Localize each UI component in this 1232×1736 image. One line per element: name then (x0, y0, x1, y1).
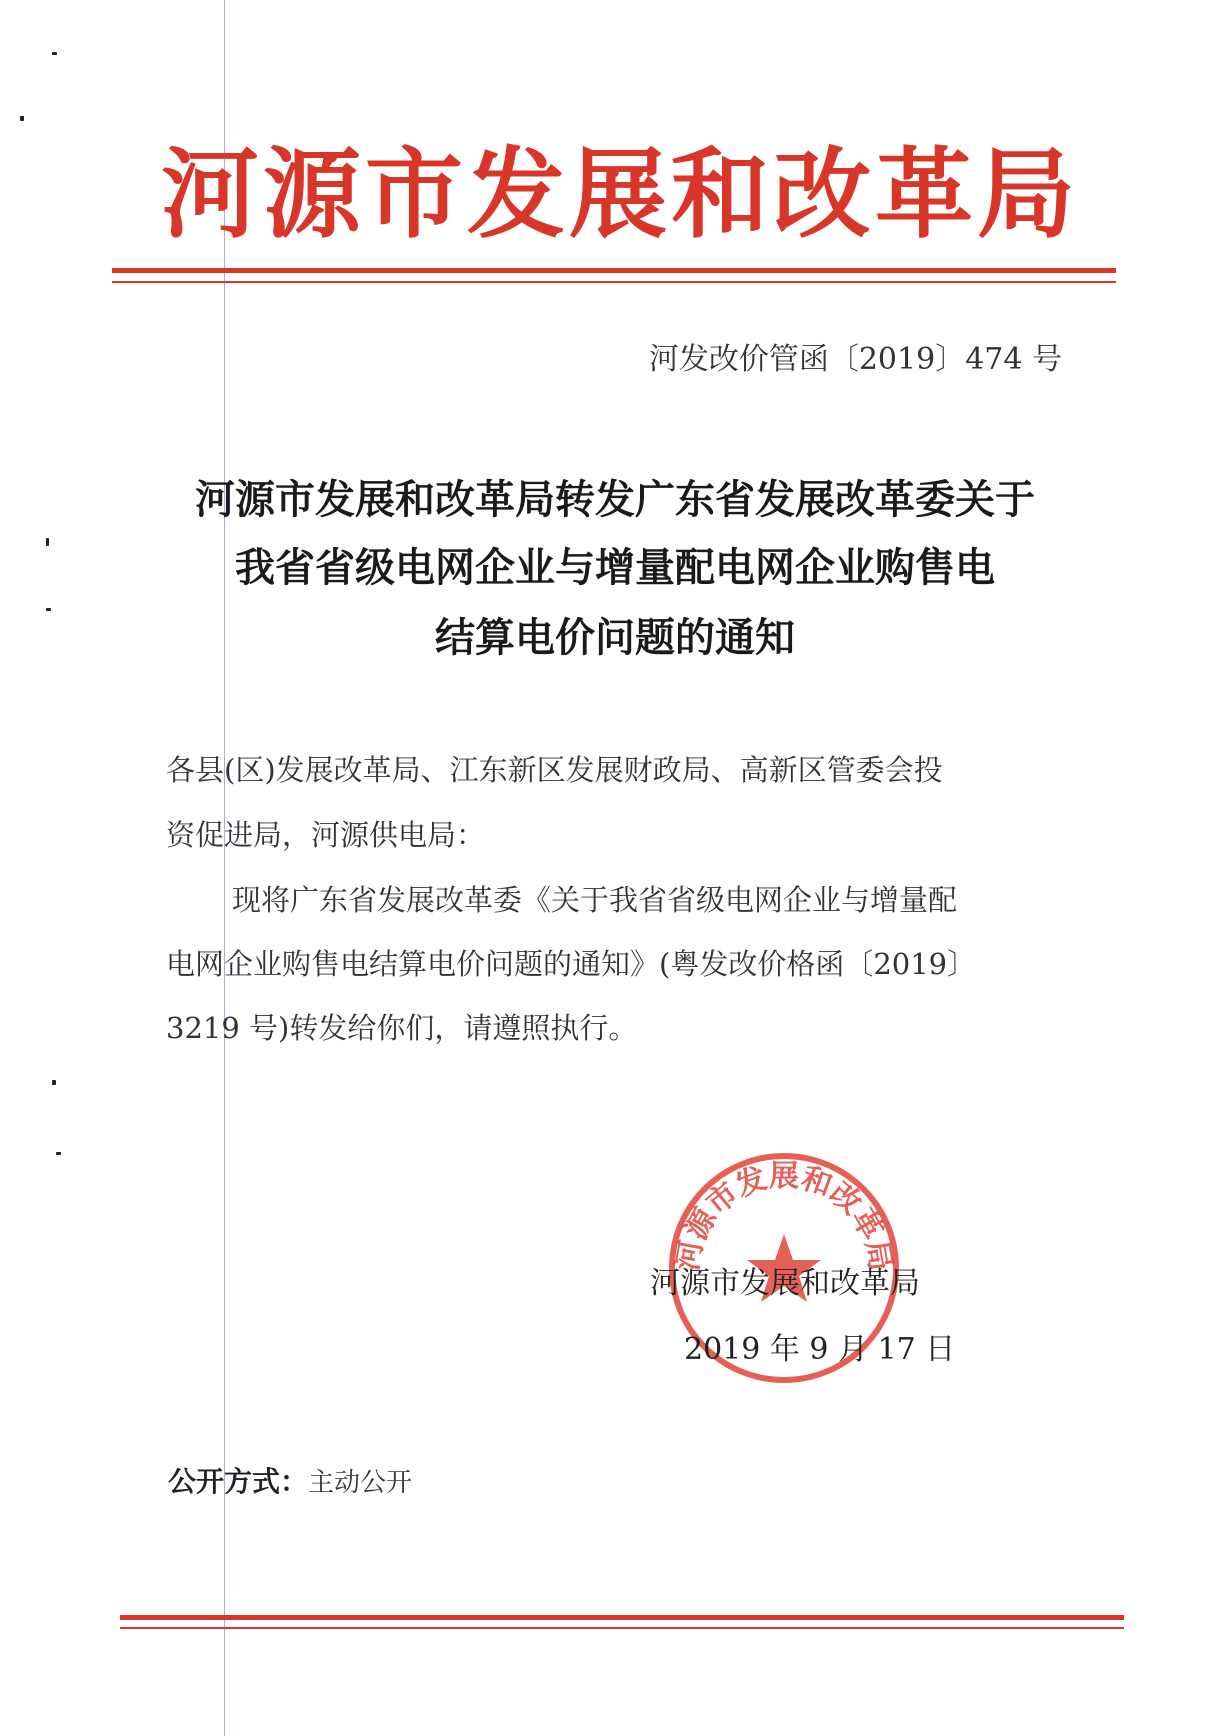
disclosure-label: 公开方式： (168, 1465, 309, 1498)
document-title-line-2: 我省省级电网企业与增量配电网企业购售电 (235, 545, 995, 591)
footer-rule-thick (120, 1615, 1124, 1620)
scan-speck (52, 1080, 56, 1085)
recipients-line-1: 各县(区)发展改革局、江东新区发展财政局、高新区管委会投 (166, 753, 943, 787)
body-line-3: 3219 号)转发给你们，请遵照执行。 (166, 1011, 638, 1045)
document-title-line-1: 河源市发展和改革局转发广东省发展改革委关于 (195, 477, 1035, 523)
scan-speck (46, 538, 49, 546)
recipients-line-2: 资促进局，河源供电局： (166, 818, 486, 852)
document-title-line-3: 结算电价问题的通知 (435, 615, 795, 661)
body-line-2: 电网企业购售电结算电价问题的通知》(粤发改价格函〔2019〕 (166, 947, 977, 981)
body-line-1: 现将广东省发展改革委《关于我省省级电网企业与增量配 (232, 883, 958, 917)
document-number: 河发改价管函〔2019〕474 号 (648, 342, 1062, 377)
footer-rule-thin (120, 1627, 1124, 1629)
agency-header-title: 河源市发展和改革局 (160, 138, 1079, 252)
scan-speck (56, 1152, 61, 1155)
disclosure-method (168, 1462, 412, 1503)
signature-date: 2019 年 9 月 17 日 (684, 1332, 956, 1367)
header-rule-thin (112, 281, 1116, 283)
disclosure-value: 主动公开 (308, 1468, 413, 1498)
signature-unit: 河源市发展和改革局 (650, 1266, 920, 1301)
seal-text: 河源市发展和改革局 (670, 1159, 898, 1274)
scan-speck (20, 116, 24, 121)
header-rule-thick (112, 268, 1116, 273)
scan-speck (52, 52, 57, 55)
scan-speck (46, 608, 51, 611)
